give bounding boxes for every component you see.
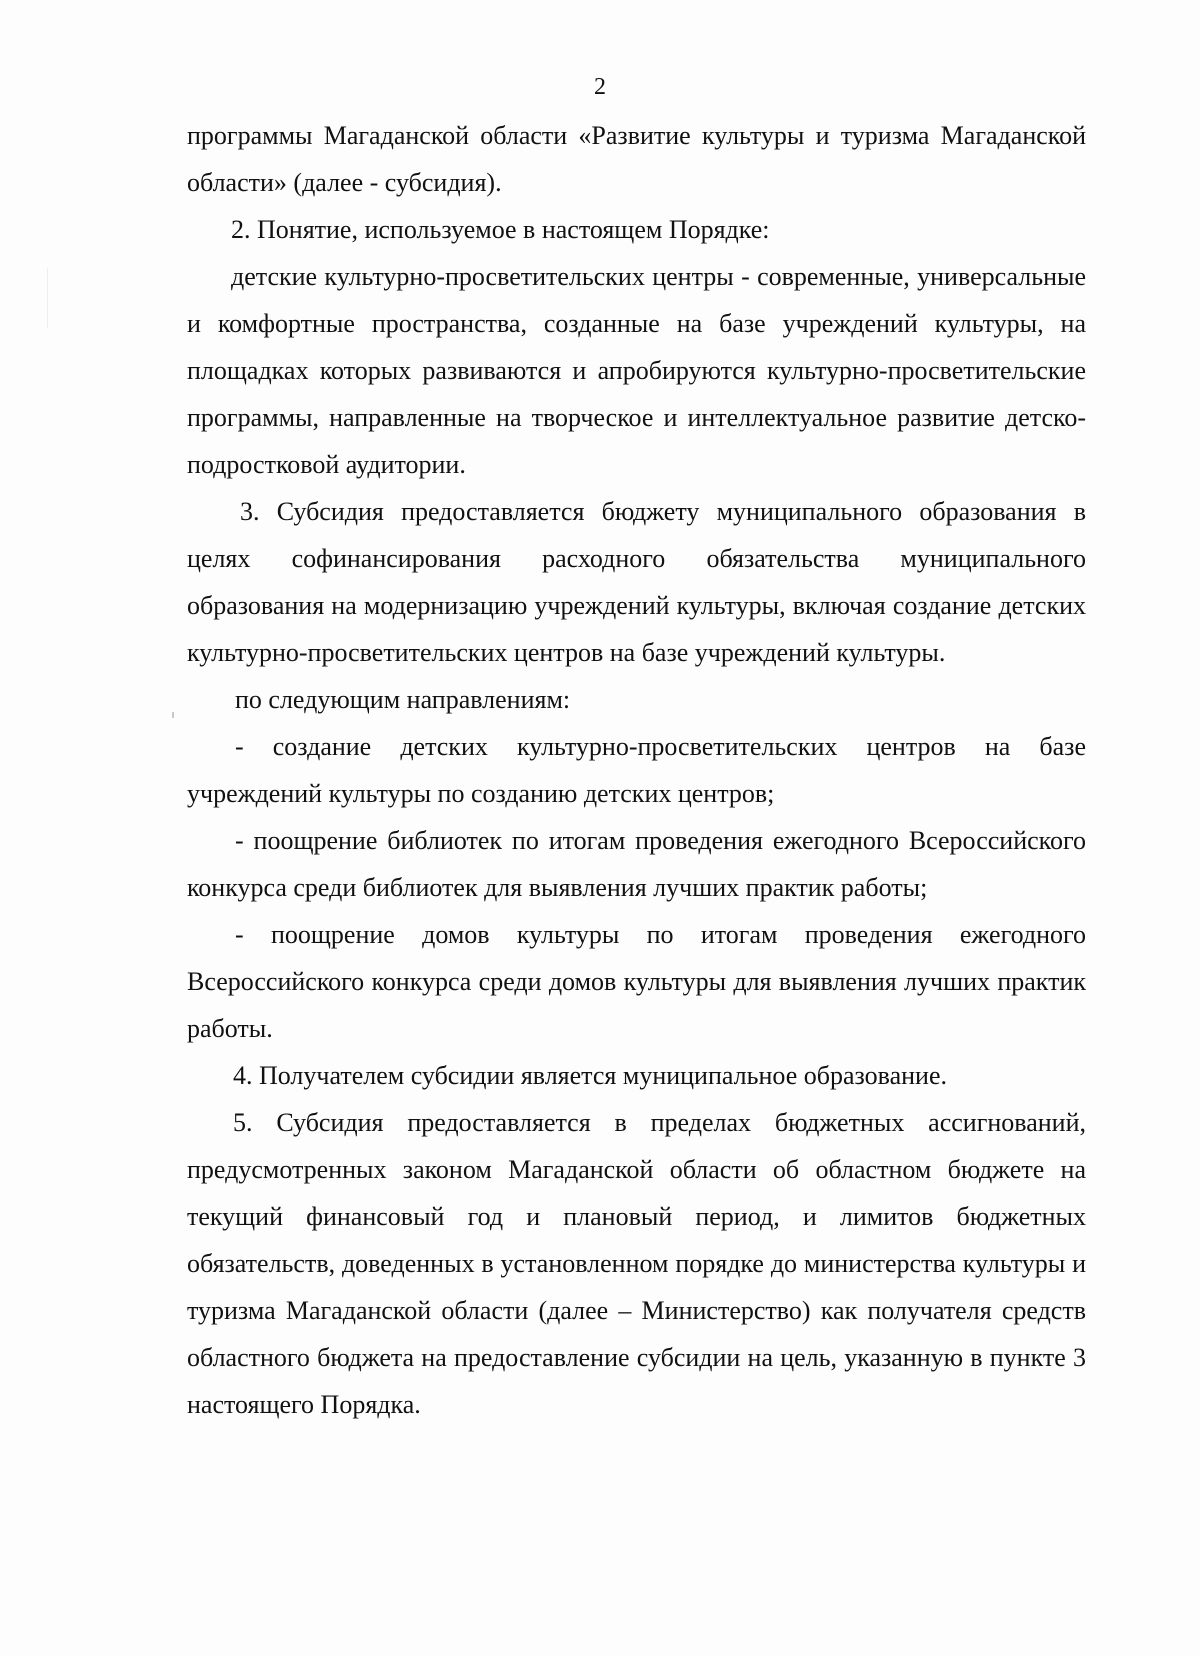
page-number: 2: [594, 74, 606, 100]
paragraph-3: 3. Субсидия предоставляется бюджету муниципального образования в целях софинансирования расходного обязательства муниципального образования на модернизацию учреждений культуры, включая создание детских культурно-просветительских центров на базе учреждений культуры.: [187, 497, 1086, 667]
list-item-direction-2: - поощрение библиотек по итогам проведения ежегодного Всероссийского конкурса среди библиотек для выявления лучших практик работы;: [187, 826, 1086, 902]
list-item-direction-3: - поощрение домов культуры по итогам проведения ежегодного Всероссийского конкурса среди домов культуры для выявления лучших практик работы.: [187, 920, 1086, 1043]
paragraph-definition: детские культурно-просветительских центры - современные, универсальные и комфортные пространства, созданные на базе учреждений культуры, на площадках которых развиваются и апробируются культурно-просветительские программы, направленные на творческое и интеллектуальное развитие детско-подростковой аудитории.: [187, 262, 1086, 479]
paragraph-directions-intro: по следующим направлениям:: [235, 685, 571, 714]
document-body: [187, 112, 1086, 1428]
paragraph-4: 4. Получателем субсидии является муниципальное образование.: [233, 1061, 947, 1090]
list-item-direction-1: - создание детских культурно-просветительских центров на базе учреждений культуры по созданию детских центров;: [187, 732, 1086, 808]
scan-artifact: [47, 268, 48, 328]
scan-artifact: [172, 712, 174, 718]
paragraph-continuation: программы Магаданской области «Развитие культуры и туризма Магаданской области» (далее - субсидия).: [187, 121, 1086, 197]
paragraph-2: 2. Понятие, используемое в настоящем Порядке:: [231, 215, 770, 244]
paragraph-5: 5. Субсидия предоставляется в пределах бюджетных ассигнований, предусмотренных законом Магаданской области об областном бюджете на текущий финансовый год и плановый период, и лимитов бюджетных обязательств, доведенных в установленном порядке до министерства культуры и туризма Магаданской области (далее – Министерство) как получателя средств областного бюджета на предоставление субсидии на цель, указанную в пункте 3 настоящего Порядка.: [187, 1108, 1086, 1419]
